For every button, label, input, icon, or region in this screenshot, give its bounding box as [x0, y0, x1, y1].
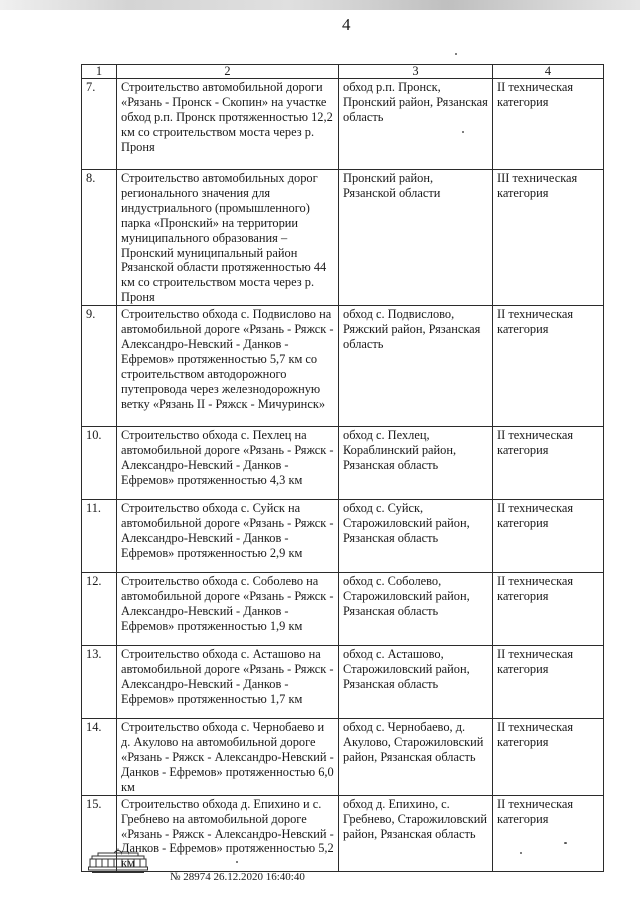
table-row [82, 500, 604, 573]
table-row [82, 719, 604, 796]
object-name: Строительство обхода с. Соболево на автомобильной дороге «Рязань - Ряжск - Александро-Невский - Данков - Ефремов» протяженностью 1,9 км [117, 573, 339, 646]
row-number: 12. [82, 573, 117, 646]
page-number: 4 [342, 15, 351, 34]
object-name: Строительство обхода д. Епихино и с. Гребнево на автомобильной дороге «Рязань - Ряжск - Александро-Невский - Данков - Ефремов» протяженностью 5,2 км [117, 795, 339, 872]
scan-speck [520, 852, 522, 854]
row-number: 11. [82, 500, 117, 573]
table-row [82, 306, 604, 427]
registration-stamp: № 28974 26.12.2020 16:40:40 [170, 871, 305, 883]
object-category: II техническая категория [493, 646, 604, 719]
table-row [82, 795, 604, 872]
header-cell-2: 2 [117, 65, 339, 79]
object-location: обход с. Суйск, Старожиловский район, Рязанская область [339, 500, 493, 573]
object-category: II техническая категория [493, 306, 604, 427]
objects-table [81, 64, 604, 872]
object-name: Строительство автомобильных дорог регионального значения для индустриального (промышленного) парка «Пронский» на территории муниципального образования – Пронский муниципальный район Рязанской области протяженностью 44 км со строительством моста через р. Проня [117, 170, 339, 306]
object-name: Строительство обхода с. Суйск на автомобильной дороге «Рязань - Ряжск - Александро-Невский - Данков - Ефремов» протяженностью 2,9 км [117, 500, 339, 573]
object-location: обход д. Епихино, с. Гребнево, Старожиловский район, Рязанская область [339, 795, 493, 872]
table-header-row [82, 65, 604, 79]
scan-speck [564, 842, 567, 844]
table-row [82, 646, 604, 719]
table-row [82, 79, 604, 170]
object-category: II техническая категория [493, 79, 604, 170]
object-location: обход с. Соболево, Старожиловский район, Рязанская область [339, 573, 493, 646]
scan-speck [462, 131, 464, 133]
object-category: II техническая категория [493, 573, 604, 646]
row-number: 15. [82, 795, 117, 872]
table-row [82, 170, 604, 306]
object-location: обход с. Подвислово, Ряжский район, Рязанская область [339, 306, 493, 427]
object-location: обход р.п. Пронск, Пронский район, Рязанская область [339, 79, 493, 170]
object-location: обход с. Асташово, Старожиловский район, Рязанская область [339, 646, 493, 719]
object-category: II техническая категория [493, 719, 604, 796]
row-number: 9. [82, 306, 117, 427]
row-number: 8. [82, 170, 117, 306]
object-category: II техническая категория [493, 427, 604, 500]
scan-speck [455, 53, 457, 55]
row-number: 14. [82, 719, 117, 796]
object-location: обход с. Пехлец, Кораблинский район, Рязанская область [339, 427, 493, 500]
object-name: Строительство обхода с. Чернобаево и д. Акулово на автомобильной дороге «Рязань - Ряжск - Александро-Невский - Данков - Ефремов» протяженностью 6,0 км [117, 719, 339, 796]
object-name: Строительство обхода с. Подвислово на автомобильной дороге «Рязань - Ряжск - Александро-Невский - Данков - Ефремов» протяженностью 5,7 км со строительством автодорожного путепровода через железнодорожную ветку «Рязань II - Ряжск - Мичуринск» [117, 306, 339, 427]
object-location: Пронский район, Рязанской области [339, 170, 493, 306]
government-building-emblem-icon [88, 848, 148, 874]
scan-speck [236, 861, 238, 863]
object-category: II техническая категория [493, 795, 604, 872]
scan-edge-shadow [0, 0, 640, 10]
header-cell-4: 4 [493, 65, 604, 79]
row-number: 13. [82, 646, 117, 719]
object-location: обход с. Чернобаево, д. Акулово, Старожиловский район, Рязанская область [339, 719, 493, 796]
object-category: III техническая категория [493, 170, 604, 306]
object-name: Строительство автомобильной дороги «Рязань - Пронск - Скопин» на участке обход р.п. Пронск протяженностью 12,2 км со строительством моста через р. Проня [117, 79, 339, 170]
row-number: 10. [82, 427, 117, 500]
object-name: Строительство обхода с. Пехлец на автомобильной дороге «Рязань - Ряжск - Александро-Невский - Данков - Ефремов» протяженностью 4,3 км [117, 427, 339, 500]
header-cell-3: 3 [339, 65, 493, 79]
row-number: 7. [82, 79, 117, 170]
object-category: II техническая категория [493, 500, 604, 573]
table-row [82, 573, 604, 646]
table-row [82, 427, 604, 500]
header-cell-1: 1 [82, 65, 117, 79]
object-name: Строительство обхода с. Асташово на автомобильной дороге «Рязань - Ряжск - Александро-Невский - Данков - Ефремов» протяженностью 1,7 км [117, 646, 339, 719]
